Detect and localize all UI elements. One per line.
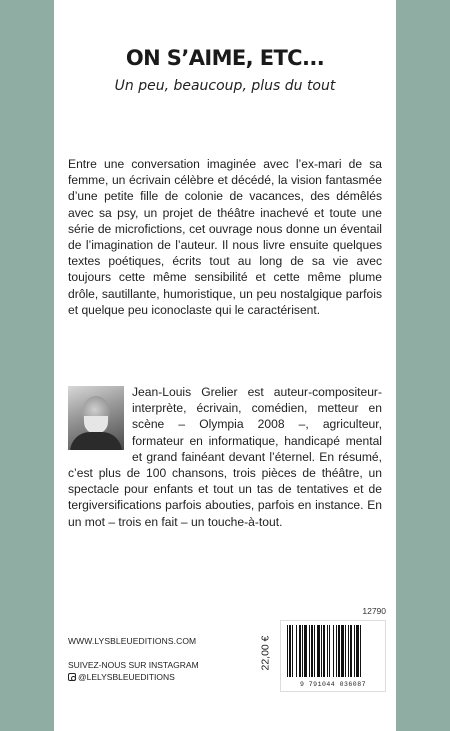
book-subtitle: Un peu, beaucoup, plus du tout	[114, 78, 336, 94]
instagram-handle-row[interactable]	[68, 672, 175, 682]
barcode-bars	[285, 625, 383, 677]
author-bio: Jean-Louis Grelier est auteur-compositeur-interprète, écrivain, comédien, metteur en scène – Olympia 2008 –, agriculteur, formateur en informatique, handicapé mental et grand fainéant devant l’éternel. En résumé, c’est plus de 100 chansons, trois pièces de théâtre, un spectacle pour enfants et tout un tas de tentatives et de tergiversifications parfois abouties, parfois en instance. En un mot – trois en fait – un touche-à-tout.	[68, 385, 382, 529]
publisher-website[interactable]: WWW.LYSBLEUEDITIONS.COM	[68, 636, 197, 646]
author-bio-block	[68, 384, 382, 530]
book-title: ON S’AIME, ETC...	[125, 46, 325, 70]
instagram-handle: @LELYSBLEUEDITIONS	[78, 672, 175, 682]
instagram-icon	[68, 673, 76, 681]
back-cover	[54, 0, 396, 731]
author-photo	[68, 386, 124, 450]
catalog-code: 12790	[362, 606, 386, 616]
price-label	[259, 622, 273, 684]
isbn-barcode	[280, 620, 386, 692]
isbn-number: 9 791044 036087	[299, 681, 366, 688]
instagram-label: SUIVEZ-NOUS SUR INSTAGRAM	[68, 660, 199, 670]
book-summary: Entre une conversation imaginée avec l’ex-mari de sa femme, un écrivain célèbre et décédé, la vision fantasmée d’une petite fille de colonie de vacances, des démêlés avec sa psy, un projet de théâtre inachevé et toute une série de microfictions, cet ouvrage nous donne un éventail de l’imagination de l’auteur. Il nous livre ensuite quelques textes poétiques, écrits tout au long de sa vie avec toujours cette même sensibilité et cette même plume drôle, sautillante, humoristique, un peu nostalgique parfois et quelque peu iconoclaste qui le caractérisent.	[68, 157, 382, 317]
price-text: 22,00 €	[260, 635, 273, 671]
